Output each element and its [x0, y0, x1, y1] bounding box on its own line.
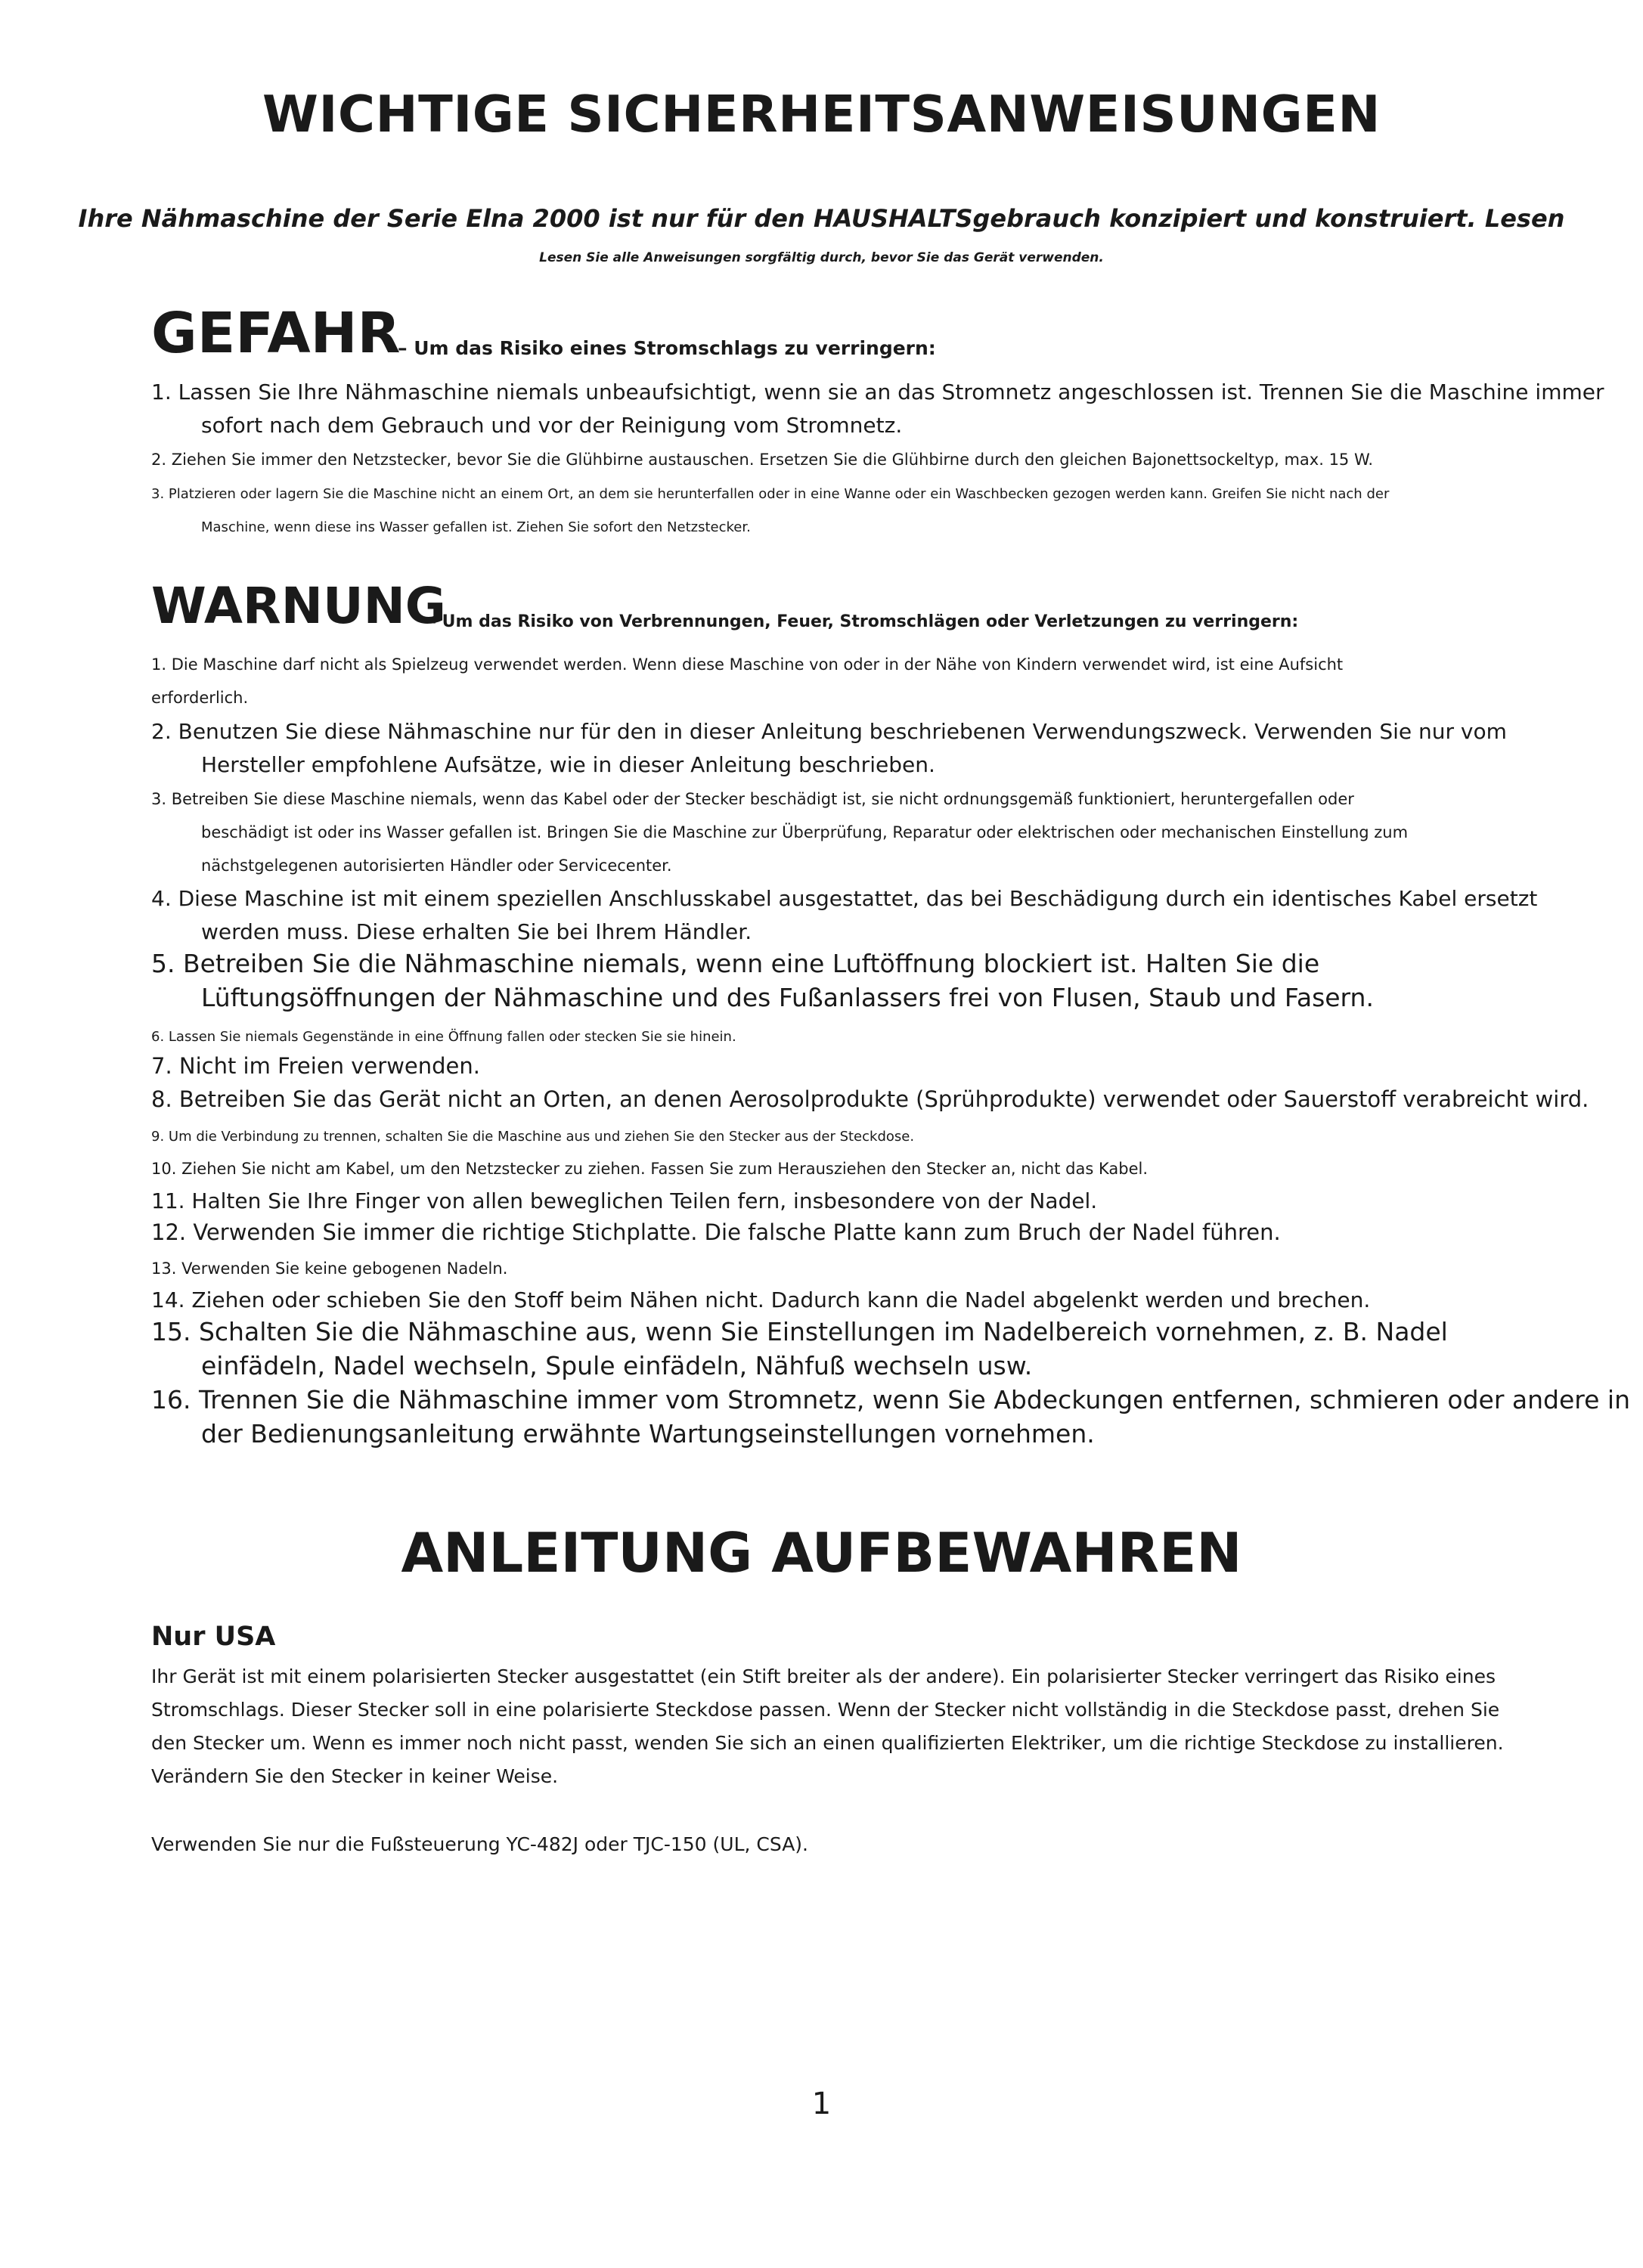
warnung-item-15-line-2: einfädeln, Nadel wechseln, Spule einfädeln, Nähfuß wechseln usw. [201, 1351, 1033, 1380]
warnung-item-12: 12. Verwenden Sie immer die richtige Stichplatte. Die falsche Platte kann zum Bruch der Nadel führen. [151, 1219, 1281, 1245]
warnung-item-4-line-1: 4. Diese Maschine ist mit einem speziellen Anschlusskabel ausgestattet, das bei Beschädigung durch ein identisches Kabel ersetzt [151, 886, 1538, 911]
warnung-item-4-line-2: werden muss. Diese erhalten Sie bei Ihrem Händler. [201, 919, 752, 944]
warnung-item-11: 11. Halten Sie Ihre Finger von allen beweglichen Teilen fern, insbesondere von der Nadel. [151, 1188, 1098, 1213]
warnung-item-13: 13. Verwenden Sie keine gebogenen Nadeln. [151, 1259, 508, 1278]
page-number: 1 [811, 2087, 832, 2121]
usa-paragraph-line-3: den Stecker um. Wenn es immer noch nicht passt, wenden Sie sich an einen qualifizierten Elektriker, um die richtige Steckdose zu installieren. [151, 1732, 1504, 1754]
gefahr-heading: GEFAHR [151, 301, 401, 366]
warnung-item-5-line-2: Lüftungsöffnungen der Nähmaschine und des Fußanlassers frei von Flusen, Staub und Fasern. [201, 983, 1374, 1012]
warnung-item-14: 14. Ziehen oder schieben Sie den Stoff beim Nähen nicht. Dadurch kann die Nadel abgelenkt werden und brechen. [151, 1287, 1371, 1312]
intro-line-1: Ihre Nähmaschine der Serie Elna 2000 ist nur für den HAUSHALTSgebrauch konzipiert und konstruiert. Lesen [78, 204, 1565, 233]
section-heading-aufbewahren: ANLEITUNG AUFBEWAHREN [401, 1521, 1242, 1585]
nur-usa-heading: Nur USA [151, 1622, 276, 1652]
warnung-item-16-line-1: 16. Trennen Sie die Nähmaschine immer vom Stromnetz, wenn Sie Abdeckungen entfernen, schmieren oder andere in [151, 1385, 1631, 1414]
warnung-item-8: 8. Betreiben Sie das Gerät nicht an Orten, an denen Aerosolprodukte (Sprühprodukte) verwendet oder Sauerstoff verabreicht wird. [151, 1086, 1589, 1112]
warnung-item-3-line-3: nächstgelegenen autorisierten Händler oder Servicecenter. [201, 857, 672, 875]
warnung-item-2-line-1: 2. Benutzen Sie diese Nähmaschine nur für den in dieser Anleitung beschriebenen Verwendungszweck. Verwenden Sie nur vom [151, 719, 1507, 744]
gefahr-item-3-line-1: 3. Platzieren oder lagern Sie die Maschine nicht an einem Ort, an dem sie herunterfallen oder in eine Wanne oder ein Waschbecken gezogen werden kann. Greifen Sie nicht nach der [151, 486, 1390, 502]
gefahr-item-1-line-2: sofort nach dem Gebrauch und vor der Reinigung vom Stromnetz. [201, 413, 903, 438]
warnung-item-2-line-2: Hersteller empfohlene Aufsätze, wie in dieser Anleitung beschrieben. [201, 752, 935, 777]
gefahr-item-1-line-1: 1. Lassen Sie Ihre Nähmaschine niemals unbeaufsichtigt, wenn sie an das Stromnetz angeschlossen ist. Trennen Sie die Maschine immer [151, 380, 1604, 404]
gefahr-item-2: 2. Ziehen Sie immer den Netzstecker, bevor Sie die Glühbirne austauschen. Ersetzen Sie die Glühbirne durch den gleichen Bajonettsockeltyp, max. 15 W. [151, 451, 1373, 469]
foot-control-note: Verwenden Sie nur die Fußsteuerung YC-482J oder TJC-150 (UL, CSA). [151, 1833, 808, 1855]
warnung-item-7: 7. Nicht im Freien verwenden. [151, 1053, 480, 1079]
warnung-item-5-line-1: 5. Betreiben Sie die Nähmaschine niemals, wenn eine Luftöffnung blockiert ist. Halten Sie die [151, 949, 1320, 978]
warnung-item-16-line-2: der Bedienungsanleitung erwähnte Wartungseinstellungen vornehmen. [201, 1419, 1095, 1448]
warnung-item-15-line-1: 15. Schalten Sie die Nähmaschine aus, wenn Sie Einstellungen im Nadelbereich vornehmen, z. B. Nadel [151, 1317, 1448, 1346]
intro-line-2: Lesen Sie alle Anweisungen sorgfältig durch, bevor Sie das Gerät verwenden. [539, 250, 1104, 265]
warnung-item-1-line-1: 1. Die Maschine darf nicht als Spielzeug verwendet werden. Wenn diese Maschine von oder in der Nähe von Kindern verwendet wird, ist eine Aufsicht [151, 655, 1344, 674]
warnung-item-10: 10. Ziehen Sie nicht am Kabel, um den Netzstecker zu ziehen. Fassen Sie zum Herausziehen den Stecker an, nicht das Kabel. [151, 1160, 1148, 1178]
usa-paragraph-line-4: Verändern Sie den Stecker in keiner Weise. [151, 1765, 559, 1787]
usa-paragraph-line-1: Ihr Gerät ist mit einem polarisierten Stecker ausgestattet (ein Stift breiter als der andere). Ein polarisierter Stecker verringert das Risiko eines [151, 1665, 1496, 1687]
warnung-item-9: 9. Um die Verbindung zu trennen, schalten Sie die Maschine aus und ziehen Sie den Stecker aus der Steckdose. [151, 1129, 915, 1145]
usa-paragraph-line-2: Stromschlags. Dieser Stecker soll in eine polarisierte Steckdose passen. Wenn der Stecker nicht vollständig in die Steckdose passt, drehen Sie [151, 1699, 1500, 1721]
gefahr-item-3-line-2: Maschine, wenn diese ins Wasser gefallen ist. Ziehen Sie sofort den Netzstecker. [201, 519, 751, 535]
warnung-item-3-line-1: 3. Betreiben Sie diese Maschine niemals, wenn das Kabel oder der Stecker beschädigt ist, sie nicht ordnungsgemäß funktioniert, heruntergefallen oder [151, 790, 1354, 808]
warnung-item-6: 6. Lassen Sie niemals Gegenstände in eine Öffnung fallen oder stecken Sie sie hinein. [151, 1029, 736, 1045]
page-title: WICHTIGE SICHERHEITSANWEISUNGEN [262, 85, 1381, 144]
warnung-subheading: – Um das Risiko von Verbrennungen, Feuer, Stromschlägen oder Verletzungen zu verringern: [428, 612, 1299, 631]
warnung-item-1-line-2: erforderlich. [151, 689, 249, 707]
warnung-heading: WARNUNG [151, 577, 446, 635]
gefahr-subheading: – Um das Risiko eines Stromschlags zu verringern: [398, 337, 936, 359]
warnung-item-3-line-2: beschädigt ist oder ins Wasser gefallen ist. Bringen Sie die Maschine zur Überprüfung, Reparatur oder elektrischen oder mechanischen Einstellung zum [201, 823, 1409, 841]
